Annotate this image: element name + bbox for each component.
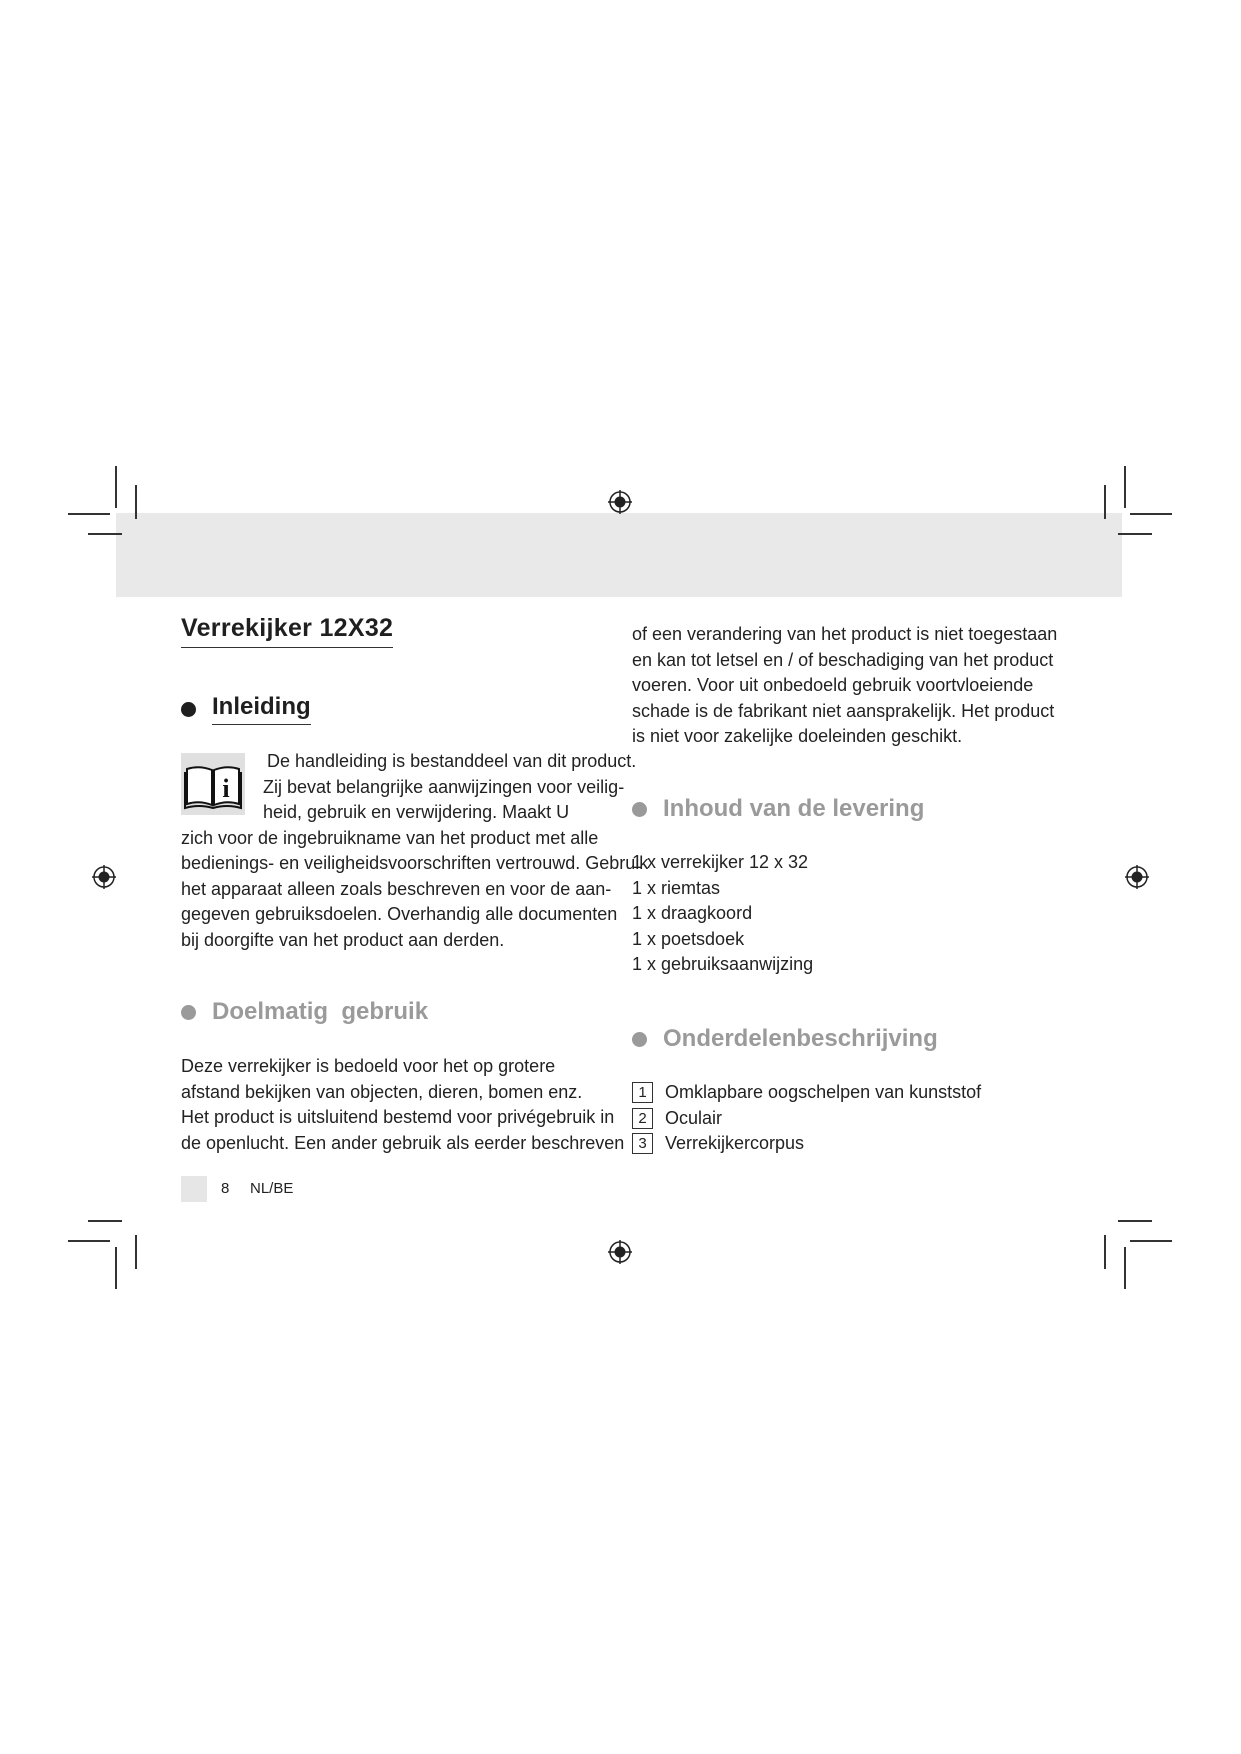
- part-number: 3: [632, 1133, 653, 1154]
- registration-mark-icon: [1125, 865, 1149, 889]
- manual-info-icon: [181, 753, 245, 815]
- document-title: Verrekijker 12X32: [181, 614, 393, 648]
- svg-text:i: i: [222, 774, 230, 803]
- heading-doelmatig-gebruik: [181, 998, 428, 1026]
- page-number-box: [181, 1176, 207, 1202]
- parts-list: [632, 1080, 981, 1157]
- registration-mark-icon: [608, 490, 632, 514]
- text-line: afstand bekijken van objecten, dieren, bomen enz.: [181, 1081, 583, 1102]
- part-item: [632, 1131, 981, 1157]
- heading-label: Onderdelenbeschrijving: [663, 1025, 938, 1052]
- text-line: zich voor de ingebruikname van het product met alle: [181, 827, 599, 848]
- list-item: 1 x riemtas: [632, 877, 721, 898]
- list-item: 1 x draagkoord: [632, 903, 753, 923]
- heading-label: Inleiding: [212, 693, 311, 725]
- text-line: bedienings- en veiligheidsvoorschriften vertrouwd. Gebruik: [181, 853, 649, 873]
- text-line: of een verandering van het product is niet toegestaan: [632, 624, 1058, 644]
- text-line: Deze verrekijker is bedoeld voor het op grotere: [181, 1056, 556, 1076]
- contents-list: [632, 852, 813, 980]
- text-line: schade is de fabrikant niet aansprakelijk. Het product: [632, 700, 1055, 721]
- part-label: Verrekijkercorpus: [665, 1133, 805, 1154]
- text-line: Het product is uitsluitend bestemd voor privégebruik in: [181, 1107, 615, 1127]
- intro-text-wrap: [263, 749, 636, 826]
- intended-use-text: [181, 1054, 624, 1156]
- text-line: gegeven gebruiksdoelen. Overhandig alle documenten: [181, 904, 618, 924]
- heading-inleiding: [181, 693, 311, 725]
- bullet-icon: [632, 802, 647, 817]
- bullet-icon: [181, 1005, 196, 1020]
- text-line: heid, gebruik en verwijdering. Maakt U: [263, 802, 570, 822]
- heading-inhoud-levering: [632, 795, 924, 823]
- text-line: de openlucht. Een ander gebruik als eerder beschreven: [181, 1132, 625, 1153]
- list-item: 1 x verrekijker 12 x 32: [632, 852, 809, 872]
- list-item: 1 x gebruiksaanwijzing: [632, 954, 814, 974]
- locale-label: NL/BE: [250, 1180, 294, 1197]
- text-line: bij doorgifte van het product aan derden.: [181, 929, 505, 950]
- text-line: is niet voor zakelijke doeleinden geschikt.: [632, 726, 963, 746]
- heading-label: Doelmatig gebruik: [212, 998, 429, 1025]
- intended-use-continued: [632, 622, 1057, 750]
- registration-mark-icon: [92, 865, 116, 889]
- text-line: De handleiding is bestanddeel van dit product.: [267, 751, 637, 771]
- bullet-icon: [181, 702, 196, 717]
- part-item: [632, 1106, 981, 1132]
- page-number: 8: [221, 1180, 230, 1197]
- part-label: Omklapbare oogschelpen van kunststof: [665, 1082, 982, 1103]
- heading-onderdelenbeschrijving: [632, 1025, 938, 1053]
- part-number: 2: [632, 1108, 653, 1129]
- part-number: 1: [632, 1082, 653, 1103]
- text-line: Zij bevat belangrijke aanwijzingen voor veilig-: [263, 776, 625, 797]
- part-item: [632, 1080, 981, 1106]
- header-band: [116, 513, 1122, 597]
- text-line: en kan tot letsel en / of beschadiging van het product: [632, 649, 1054, 670]
- list-item: 1 x poetsdoek: [632, 928, 745, 949]
- bullet-icon: [632, 1032, 647, 1047]
- text-line: het apparaat alleen zoals beschreven en voor de aan-: [181, 878, 612, 899]
- registration-mark-icon: [608, 1240, 632, 1264]
- part-label: Oculair: [665, 1107, 723, 1128]
- text-line: voeren. Voor uit onbedoeld gebruik voortvloeiende: [632, 675, 1034, 695]
- intro-text: [181, 826, 648, 954]
- heading-label: Inhoud van de levering: [663, 795, 925, 822]
